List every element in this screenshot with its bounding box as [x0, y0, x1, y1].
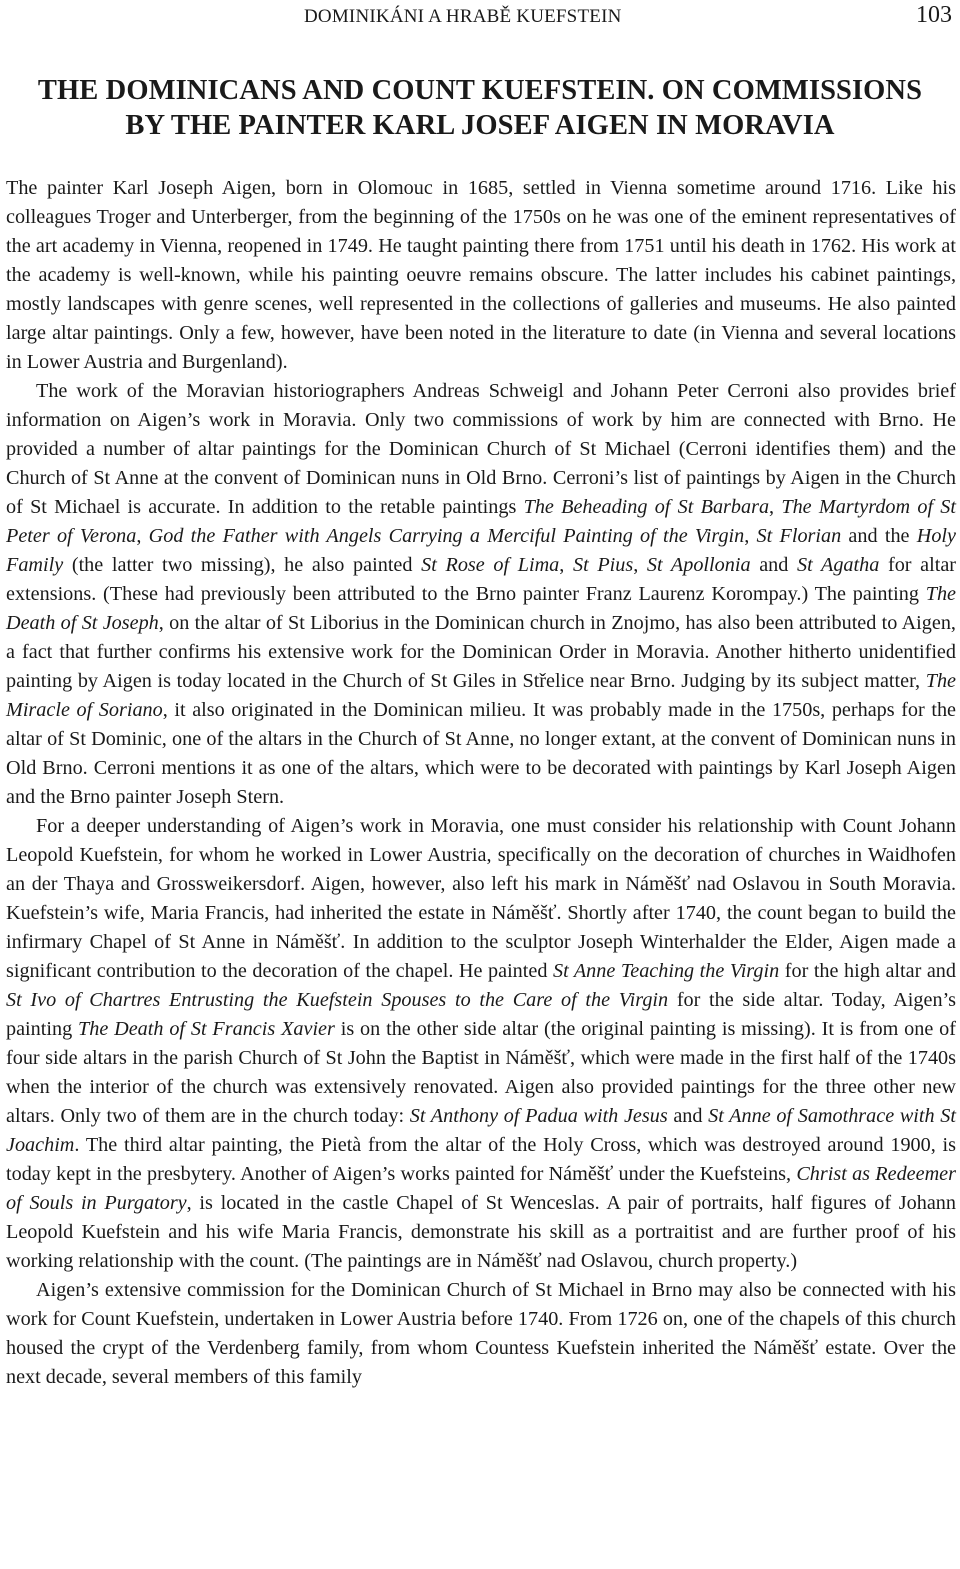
paragraph-text: , on the altar of St Liborius in the Dominican church in Znojmo, has also been attributed to Aigen, a fact that further confirms his extensive work for the Dominican Order in Moravia. Another hitherto unidentified painting by Aigen is today located in the Church of St Giles in Střelice near Brno. Judging by its subject matter, — [6, 612, 956, 692]
artwork-title: Christ as Redeemer of Souls in Purgatory — [6, 1163, 957, 1214]
paragraph-4: Aigen’s extensive commission for the Dominican Church of St Michael in Brno may also be connected with his work for Count Kuefstein, undertaken in Lower Austria before 1740. From 1726 on, one of the chapels of this church housed the crypt of the Verdenberg family, from whom Countess Kuefstein inherited the Náměšť estate. Over the next decade, several members of this family — [6, 1279, 956, 1388]
title-line-1: THE DOMINICANS AND COUNT KUEFSTEIN. ON COMMISSIONS — [37, 75, 923, 106]
title-line-2: BY THE PAINTER KARL JOSEF AIGEN IN MORAVIA — [125, 110, 835, 141]
paragraph-text: and — [667, 1105, 709, 1127]
artwork-title: St Anne Teaching the Virgin — [552, 960, 780, 982]
artwork-title: The Death of St Francis Xavier — [78, 1018, 335, 1040]
paragraph-text: , is located in the castle Chapel of St Wenceslas. A pair of portraits, half figures of Johann Leopold Kuefstein and his wife Maria Francis, demonstrate his skill as a portraitist and are further proof of his working relationship with the count. (The paintings are in Náměšť nad Oslavou, church property.) — [6, 1192, 956, 1272]
artwork-title: Holy Family — [6, 525, 956, 576]
page-number: 103 — [916, 2, 952, 28]
artwork-title: The Miracle of Soriano — [6, 670, 956, 721]
paragraph-text: (the latter two missing), he also painted — [63, 554, 422, 576]
article-body — [6, 174, 956, 1392]
artwork-title: St Florian — [756, 525, 842, 547]
artwork-title: God the Father with Angels Carrying a Merciful Painting of the Virgin — [148, 525, 745, 547]
paragraph-text: and the — [841, 525, 917, 547]
paragraph-text: The work of the Moravian historiographers Andreas Schweigl and Johann Peter Cerroni also provides brief information on Aigen’s work in Moravia. Only two commissions of work by him are connected with Brno. He provided a number of altar paintings for the Dominican Church of St Michael (Cerroni identifies them) and the Church of St Anne at the convent of Dominican nuns in Old Brno. Cerroni’s list of paintings by Aigen in the Church of St Michael is accurate. In addition to the retable paintings — [6, 380, 956, 518]
artwork-title: St Apollonia — [646, 554, 751, 576]
paragraph-text: , — [136, 525, 149, 547]
paragraph-text: for the side altar. Today, Aigen’s painting — [6, 989, 957, 1040]
paragraph-3 — [6, 812, 956, 1276]
artwork-title: The Beheading of St Barbara — [523, 496, 770, 518]
artwork-title: St Anthony of Padua with Jesus — [409, 1105, 668, 1127]
article-title — [4, 73, 956, 143]
artwork-title: The Death of St Joseph — [6, 583, 956, 634]
paragraph-1: The painter Karl Joseph Aigen, born in Olomouc in 1685, settled in Vienna sometime around 1716. Like his colleagues Troger and Unterberger, from the beginning of the 1750s on he was one of the eminent representatives of the art academy in Vienna, reopened in 1749. He taught painting there from 1751 until his death in 1762. His work at the academy is well-known, while his painting oeuvre remains obscure. The latter includes his cabinet paintings, mostly landscapes with genre scenes, well represented in the collections of galleries and museums. He also painted large altar paintings. Only a few, however, have been noted in the literature to date (in Vienna and several locations in Lower Austria and Burgenland). — [6, 177, 956, 373]
paragraph-text: For a deeper understanding of Aigen’s work in Moravia, one must consider his relationship with Count Johann Leopold Kuefstein, for whom he worked in Lower Austria, specifically on the decoration of churches in Waidhofen an der Thaya and Grossweikersdorf. Aigen, however, also left his mark in Náměšť nad Oslavou in South Moravia. Kuefstein’s wife, Maria Francis, had inherited the estate in Náměšť. Shortly after 1740, the count began to build the infirmary Chapel of St Anne in Náměšť. In addition to the sculptor Joseph Winterhalder the Elder, Aigen made a significant contribution to the decoration of the chapel. He painted — [6, 815, 956, 982]
running-head: DOMINIKÁNI A HRABĚ KUEFSTEIN — [304, 6, 622, 27]
artwork-title: St Ivo of Chartres Entrusting the Kuefstein Spouses to the Care of the Virgin — [6, 989, 669, 1011]
artwork-title: The Martyrdom of St Peter of Verona — [6, 496, 957, 547]
artwork-title: St Pius — [572, 554, 634, 576]
artwork-title: St Rose of Lima — [421, 554, 560, 576]
page-header — [0, 2, 960, 32]
artwork-title: St Anne of Samothrace with St Joachim — [6, 1105, 956, 1156]
paragraph-2 — [6, 377, 956, 812]
artwork-title: St Agatha — [797, 554, 880, 576]
paragraph-text: . The third altar painting, the Pietà from the altar of the Holy Cross, which was destroyed around 1900, is today kept in the presbytery. Another of Aigen’s works painted for Náměšť under the Kuefsteins, — [6, 1134, 956, 1185]
paragraph-text: , — [633, 554, 647, 576]
paragraph-text: is on the other side altar (the original painting is missing). It is from one of four side altars in the parish Church of St John the Baptist in Náměšť, which were made in the first half of the 1740s when the interior of the church was extensively renovated. Aigen also provided paintings for the three other new altars. Only two of them are in the church today: — [6, 1018, 956, 1127]
paragraph-text: , — [769, 496, 782, 518]
paragraph-text: , — [559, 554, 573, 576]
paragraph-text: and — [750, 554, 798, 576]
paragraph-text: , it also originated in the Dominican milieu. It was probably made in the 1750s, perhaps for the altar of St Dominic, one of the altars in the Church of St Anne, no longer extant, at the convent of Dominican nuns in Old Brno. Cerroni mentions it as one of the altars, which were to be decorated with paintings by Karl Joseph Aigen and the Brno painter Joseph Stern. — [6, 699, 956, 808]
paragraph-text: for altar extensions. (These had previously been attributed to the Brno painter Franz Laurenz Korompay.) The painting — [6, 554, 957, 605]
paragraph-text: for the high altar and — [779, 960, 956, 982]
paragraph-text: , — [744, 525, 757, 547]
